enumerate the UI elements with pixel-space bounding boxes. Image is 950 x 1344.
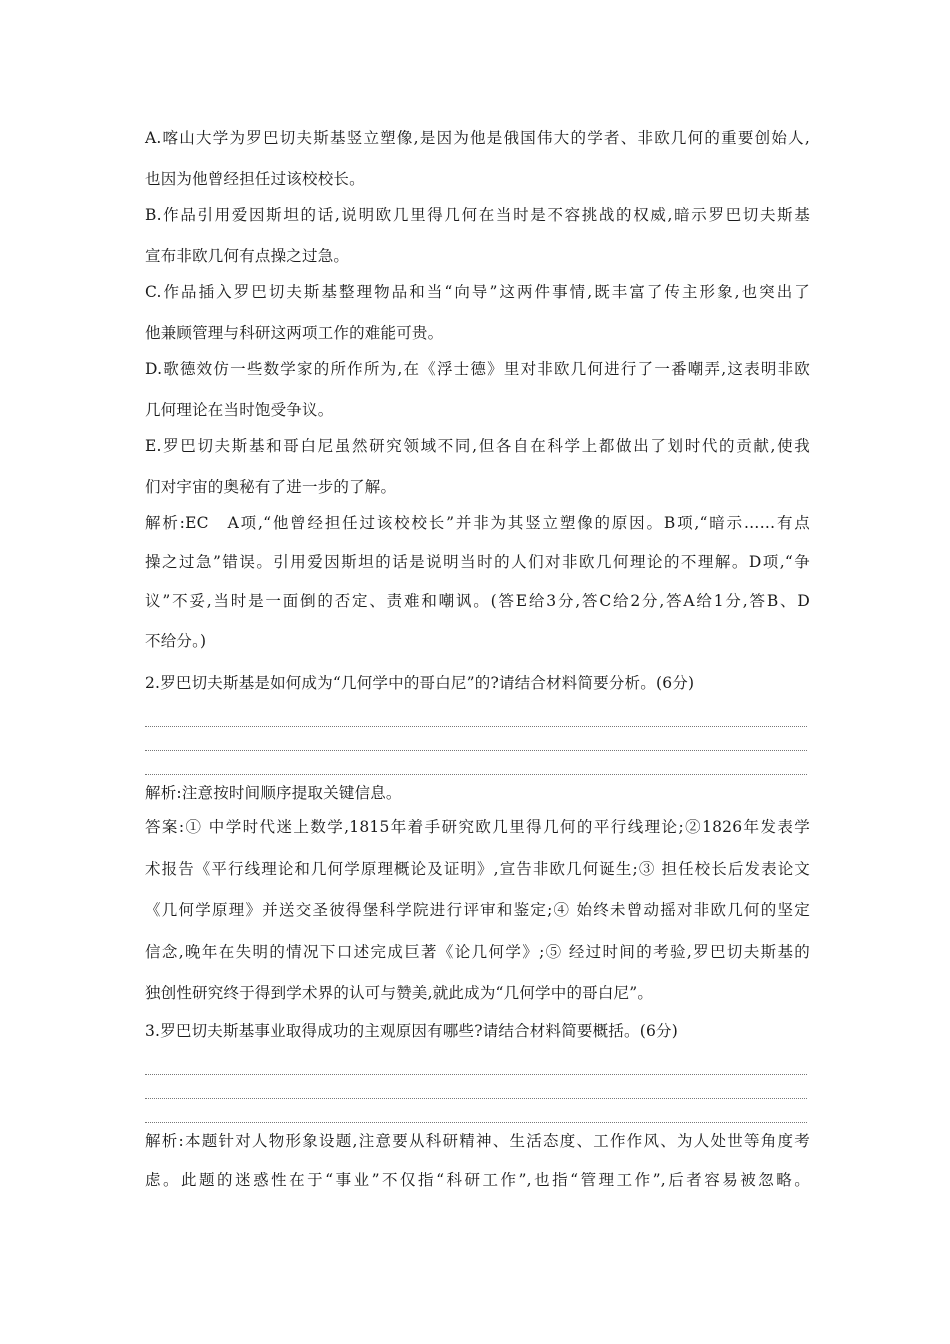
question-2: 2.罗巴切夫斯基是如何成为“几何学中的哥白尼”的?请结合材料简要分析。(6分): [145, 674, 695, 692]
answer-2-line-4: 信念,晚年在失明的情况下口述完成巨著《论几何学》;⑤ 经过时间的考验,罗巴切夫斯基的: [145, 943, 810, 961]
option-a-line-1: A.喀山大学为罗巴切夫斯基竖立塑像,是因为他是俄国伟大的学者、非欧几何的重要创始人,: [145, 129, 810, 147]
analysis-1-line-2: 操之过急”错误。引用爱因斯坦的话是说明当时的人们对非欧几何理论的不理解。D项,“争: [145, 553, 810, 571]
answer-line[interactable]: [145, 726, 807, 727]
analysis-2: 解析:注意按时间顺序提取关键信息。: [145, 784, 402, 802]
answer-line[interactable]: [145, 1122, 807, 1123]
option-b-line-1: B.作品引用爱因斯坦的话,说明欧几里得几何在当时是不容挑战的权威,暗示罗巴切夫斯基: [145, 206, 810, 224]
option-b-line-2: 宣布非欧几何有点操之过急。: [145, 247, 350, 265]
option-a-line-2: 也因为他曾经担任过该校校长。: [145, 170, 365, 188]
answer-line[interactable]: [145, 1098, 807, 1099]
analysis-1-line-4: 不给分。): [145, 632, 207, 650]
option-d-line-1: D.歌德效仿一些数学家的所作所为,在《浮士德》里对非欧几何进行了一番嘲弄,这表明非欧: [145, 360, 810, 378]
option-e-line-1: E.罗巴切夫斯基和哥白尼虽然研究领域不同,但各自在科学上都做出了划时代的贡献,使我: [145, 437, 810, 455]
option-d-line-2: 几何理论在当时饱受争议。: [145, 401, 334, 419]
analysis-1-line-1: 解析:EC A项,“他曾经担任过该校校长”并非为其竖立塑像的原因。B项,“暗示……有点: [145, 514, 810, 532]
answer-2-line-3: 《几何学原理》并送交圣彼得堡科学院进行评审和鉴定;④ 始终未曾动摇对非欧几何的坚定: [145, 901, 810, 919]
answer-line[interactable]: [145, 774, 807, 775]
analysis-1-line-3: 议”不妥,当时是一面倒的否定、责难和嘲讽。(答E给3分,答C给2分,答A给1分,答B、D: [145, 592, 810, 610]
analysis-3-line-1: 解析:本题针对人物形象设题,注意要从科研精神、生活态度、工作作风、为人处世等角度考: [145, 1132, 810, 1150]
answer-line[interactable]: [145, 750, 807, 751]
answer-2-line-5: 独创性研究终于得到学术界的认可与赞美,就此成为“几何学中的哥白尼”。: [145, 984, 654, 1002]
question-3: 3.罗巴切夫斯基事业取得成功的主观原因有哪些?请结合材料简要概括。(6分): [145, 1022, 678, 1040]
analysis-3-line-2: 虑。此题的迷惑性在于“事业”不仅指“科研工作”,也指“管理工作”,后者容易被忽略。: [145, 1171, 810, 1189]
option-c-line-2: 他兼顾管理与科研这两项工作的难能可贵。: [145, 324, 444, 342]
option-c-line-1: C.作品插入罗巴切夫斯基整理物品和当“向导”这两件事情,既丰富了传主形象,也突出了: [145, 283, 810, 301]
answer-2-line-1: 答案:① 中学时代迷上数学,1815年着手研究欧几里得几何的平行线理论;②1826年发表学: [145, 818, 810, 836]
answer-line[interactable]: [145, 1074, 807, 1075]
answer-2-line-2: 术报告《平行线理论和几何学原理概论及证明》,宣告非欧几何诞生;③ 担任校长后发表论文: [145, 860, 810, 878]
option-e-line-2: 们对宇宙的奥秘有了进一步的了解。: [145, 478, 397, 496]
